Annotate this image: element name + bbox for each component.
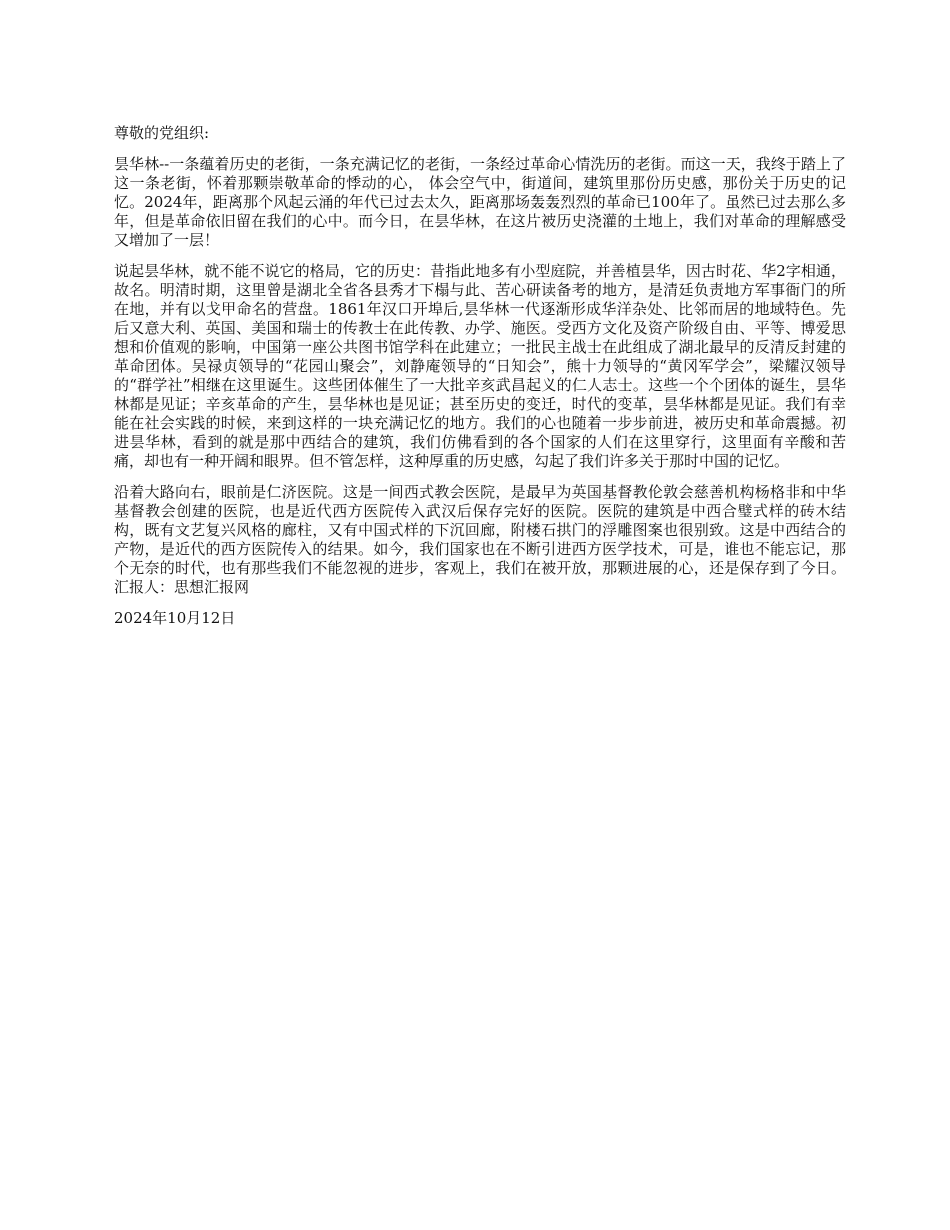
document-page (114, 124, 846, 628)
paragraph-3: 沿着大路向右，眼前是仁济医院。这是一间西式教会医院，是最早为英国基督教伦敦会慈善机构杨格非和中华基督教会创建的医院，也是近代西方医院传入武汉后保存完好的医院。医院的建筑是中西合璧式样的砖木结构，既有文艺复兴风格的廊柱，又有中国式样的下沉回廊，附楼石拱门的浮雕图案也很别致。这是中西结合的产物，是近代的西方医院传入的结果。如今，我们国家也在不断引进西方医学技术，可是，谁也不能忘记，那个无奈的时代，也有那些我们不能忽视的进步，客观上，我们在被开放，那颗进展的心，还是保存到了今日。汇报人：思想汇报网 (114, 483, 846, 596)
salutation: 尊敬的党组织: (114, 124, 210, 142)
report-date: 2024年10月12日 (114, 609, 236, 627)
paragraph-2: 说起昙华林，就不能不说它的格局，它的历史：昔指此地多有小型庭院，并善植昙华，因古时花、华2字相通，故名。明清时期，这里曾是湖北全省各县秀才下榻与此、苦心研读备考的地方，是清廷负责地方军事衙门的所在地，并有以戈甲命名的营盘。1861年汉口开埠后,昙华林一代逐渐形成华洋杂处、比邻而居的地域特色。先后又意大利、英国、美国和瑞士的传教士在此传教、办学、施医。受西方文化及资产阶级自由、平等、博爱思想和价值观的影响，中国第一座公共图书馆学科在此建立；一批民主战士在此组成了湖北最早的反清反封建的革命团体。吴禄贞领导的“花园山聚会”，刘静庵领导的“日知会”，熊十力领导的“黄冈军学会”，梁耀汉领导的“群学社”相继在这里诞生。这些团体催生了一大批辛亥武昌起义的仁人志士。这些一个个团体的诞生，昙华林都是见证；辛亥革命的产生，昙华林也是见证；甚至历史的变迁，时代的变革，昙华林都是见证。我们有幸能在社会实践的时候，来到这样的一块充满记忆的地方。我们的心也随着一步步前进，被历史和革命震撼。初进昙华林，看到的就是那中西结合的建筑，我们仿佛看到的各个国家的人们在这里穿行，这里面有辛酸和苦痛，却也有一种开阔和眼界。但不管怎样，这种厚重的历史感，勾起了我们许多关于那时中国的记忆。 (114, 262, 846, 470)
paragraph-1: 昙华林--一条蕴着历史的老街，一条充满记忆的老街，一条经过革命心情洗历的老街。而这一天，我终于踏上了这一条老街，怀着那颗崇敬革命的悸动的心， 体会空气中，街道间，建筑里那份历史感，那份关于历史的记忆。2024年，距离那个风起云涌的年代已过去太久，距离那场轰轰烈烈的革命已100年了。虽然已过去那么多年，但是革命依旧留在我们的心中。而今日，在昙华林，在这片被历史浇灌的土地上，我们对革命的理解感受又增加了一层！ (114, 155, 846, 249)
